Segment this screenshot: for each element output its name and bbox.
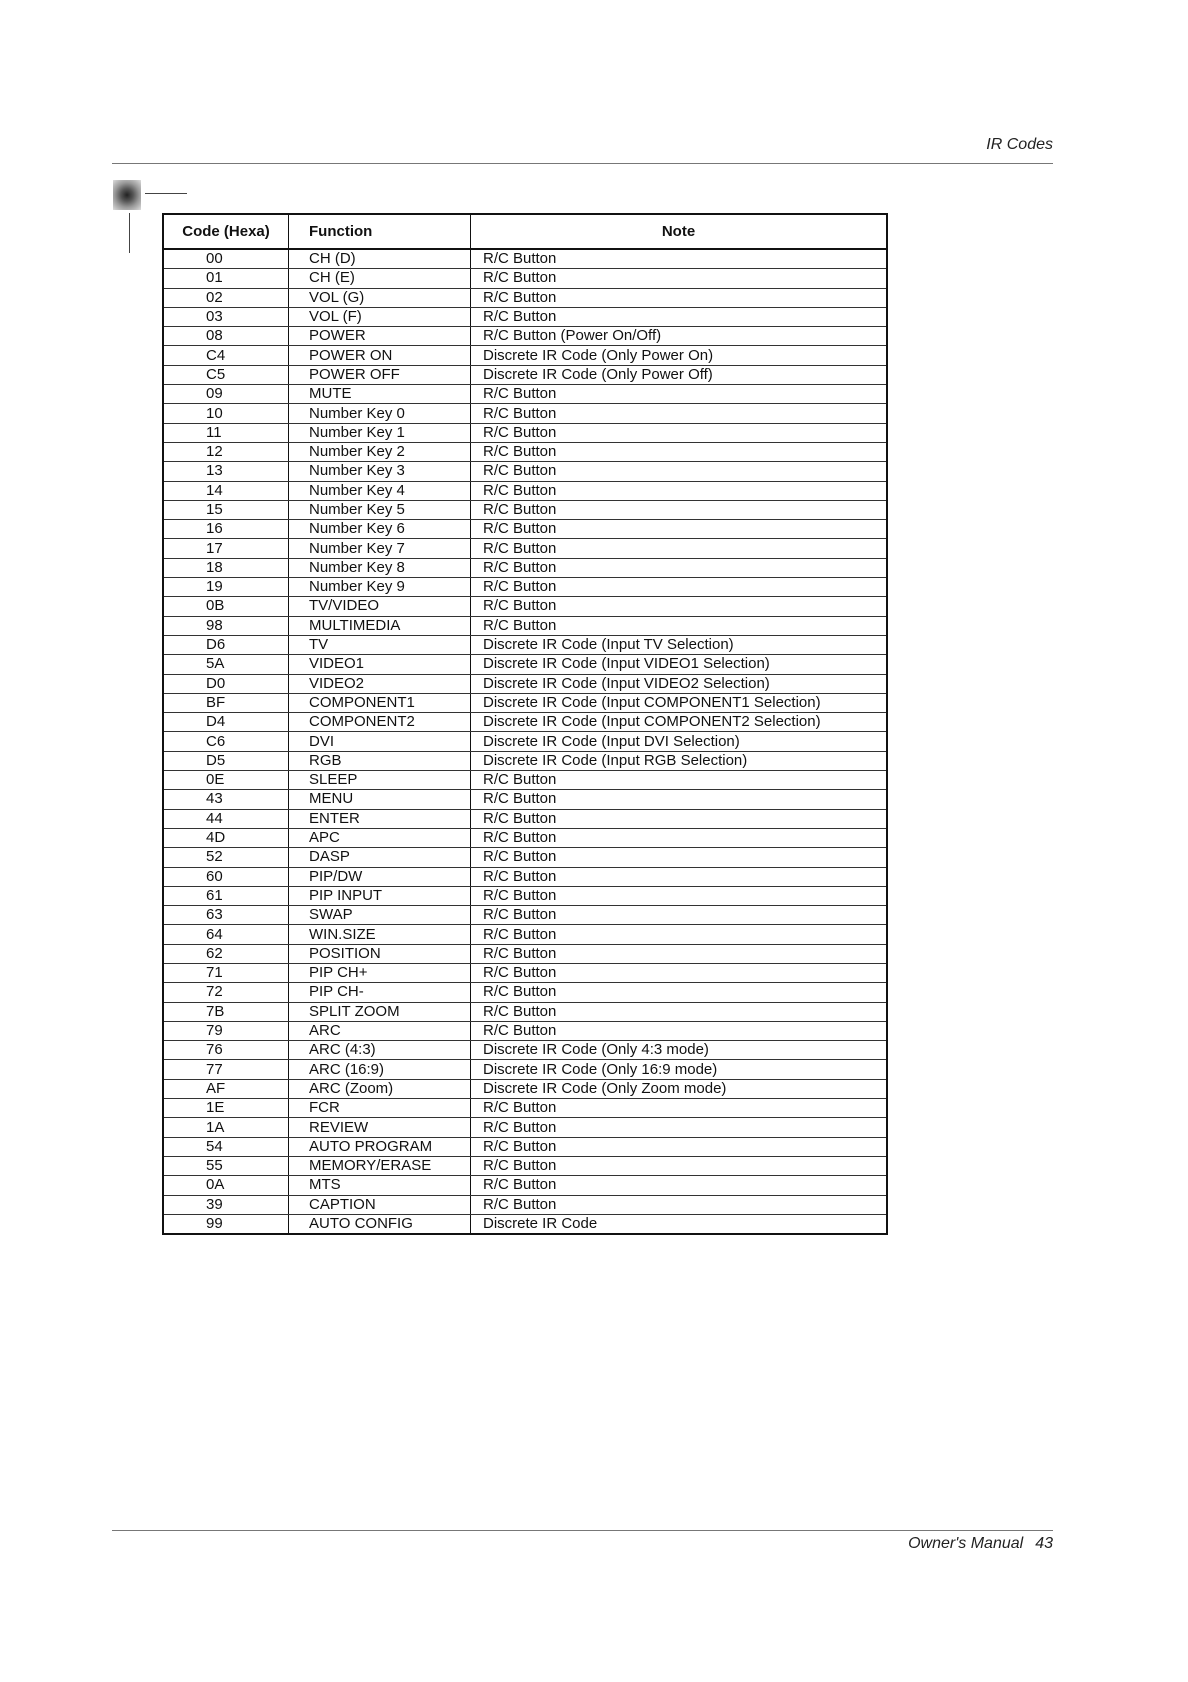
cell-code: D4 xyxy=(163,713,289,732)
cell-code: 52 xyxy=(163,848,289,867)
cell-function: PIP CH+ xyxy=(289,963,471,982)
cell-note: R/C Button xyxy=(471,1099,888,1118)
cell-function: APC xyxy=(289,828,471,847)
cell-function: REVIEW xyxy=(289,1118,471,1137)
table-row xyxy=(163,693,887,712)
table-row xyxy=(163,635,887,654)
cell-note: R/C Button xyxy=(471,790,888,809)
column-header-code: Code (Hexa) xyxy=(163,214,289,249)
table-row xyxy=(163,481,887,500)
cell-note: Discrete IR Code (Only Power On) xyxy=(471,346,888,365)
cell-code: 63 xyxy=(163,906,289,925)
cell-code: D0 xyxy=(163,674,289,693)
cell-function: PIP INPUT xyxy=(289,886,471,905)
cell-function: COMPONENT2 xyxy=(289,713,471,732)
cell-code: 54 xyxy=(163,1137,289,1156)
table-header-row xyxy=(163,214,887,249)
cell-code: 1A xyxy=(163,1118,289,1137)
table-row xyxy=(163,616,887,635)
footer-divider xyxy=(112,1530,1053,1531)
cell-function: VIDEO2 xyxy=(289,674,471,693)
cell-code: AF xyxy=(163,1079,289,1098)
ir-codes-table-container xyxy=(162,213,888,1235)
cell-function: ARC (16:9) xyxy=(289,1060,471,1079)
table-row xyxy=(163,1060,887,1079)
cell-code: 77 xyxy=(163,1060,289,1079)
cell-code: 15 xyxy=(163,500,289,519)
cell-code: 11 xyxy=(163,423,289,442)
cell-function: CH (D) xyxy=(289,249,471,269)
cell-note: R/C Button xyxy=(471,404,888,423)
cell-note: R/C Button xyxy=(471,616,888,635)
table-row xyxy=(163,655,887,674)
table-row xyxy=(163,385,887,404)
cell-note: R/C Button xyxy=(471,828,888,847)
table-row xyxy=(163,732,887,751)
cell-note: R/C Button xyxy=(471,288,888,307)
table-row xyxy=(163,963,887,982)
table-row xyxy=(163,462,887,481)
table-row xyxy=(163,867,887,886)
cell-note: R/C Button xyxy=(471,558,888,577)
cell-code: 7B xyxy=(163,1002,289,1021)
table-row xyxy=(163,597,887,616)
table-row xyxy=(163,539,887,558)
cell-note: R/C Button xyxy=(471,809,888,828)
cell-function: SLEEP xyxy=(289,771,471,790)
cell-function: AUTO CONFIG xyxy=(289,1214,471,1234)
cell-code: 71 xyxy=(163,963,289,982)
table-row xyxy=(163,674,887,693)
cell-function: MULTIMEDIA xyxy=(289,616,471,635)
cell-note: R/C Button xyxy=(471,481,888,500)
cell-function: WIN.SIZE xyxy=(289,925,471,944)
cell-code: 39 xyxy=(163,1195,289,1214)
cell-code: 4D xyxy=(163,828,289,847)
table-row xyxy=(163,500,887,519)
cell-note: Discrete IR Code xyxy=(483,1214,598,1232)
cell-note: R/C Button xyxy=(471,462,888,481)
cell-note: R/C Button xyxy=(471,500,888,519)
cell-function: POSITION xyxy=(289,944,471,963)
footer-page-number: 43 xyxy=(1035,1535,1053,1552)
cell-function: MTS xyxy=(289,1176,471,1195)
cell-code: D5 xyxy=(163,751,289,770)
table-row xyxy=(163,288,887,307)
cell-note: R/C Button xyxy=(471,578,888,597)
table-row xyxy=(163,713,887,732)
column-header-function: Function xyxy=(289,214,471,249)
section-marker-vline xyxy=(129,213,130,253)
cell-code: D6 xyxy=(163,635,289,654)
cell-function: ARC xyxy=(289,1021,471,1040)
table-row xyxy=(163,983,887,1002)
table-row xyxy=(163,906,887,925)
cell-note: R/C Button xyxy=(471,385,888,404)
table-row xyxy=(163,1099,887,1118)
cell-note: R/C Button xyxy=(471,848,888,867)
table-row xyxy=(163,558,887,577)
cell-function: RGB xyxy=(289,751,471,770)
cell-code: C6 xyxy=(163,732,289,751)
cell-code: 17 xyxy=(163,539,289,558)
cell-code: 79 xyxy=(163,1021,289,1040)
table-body xyxy=(163,249,887,1234)
table-row xyxy=(163,442,887,461)
cell-code: 12 xyxy=(163,442,289,461)
cell-function: Number Key 2 xyxy=(289,442,471,461)
cell-function: CAPTION xyxy=(289,1195,471,1214)
cell-function: POWER OFF xyxy=(289,365,471,384)
cell-note: R/C Button xyxy=(471,944,888,963)
table-row xyxy=(163,1156,887,1175)
table-row xyxy=(163,1195,887,1214)
cell-function: Number Key 7 xyxy=(289,539,471,558)
cell-function: MUTE xyxy=(289,385,471,404)
cell-note: R/C Button xyxy=(471,983,888,1002)
cell-function: VIDEO1 xyxy=(289,655,471,674)
cell-note: R/C Button xyxy=(471,1021,888,1040)
cell-note: R/C Button xyxy=(471,906,888,925)
cell-note: R/C Button xyxy=(471,269,888,288)
cell-note: R/C Button xyxy=(471,1195,888,1214)
cell-note: R/C Button xyxy=(471,1118,888,1137)
cell-code: 02 xyxy=(163,288,289,307)
cell-note: R/C Button xyxy=(471,925,888,944)
section-marker-icon xyxy=(113,180,141,210)
cell-code: 10 xyxy=(163,404,289,423)
table-row xyxy=(163,944,887,963)
section-marker-line xyxy=(145,193,187,194)
cell-function: FCR xyxy=(289,1099,471,1118)
cell-code: 43 xyxy=(163,790,289,809)
cell-note: Discrete IR Code (Only 16:9 mode) xyxy=(471,1060,888,1079)
cell-function: Number Key 1 xyxy=(289,423,471,442)
cell-code: 13 xyxy=(163,462,289,481)
cell-code: 1E xyxy=(163,1099,289,1118)
cell-code: 64 xyxy=(163,925,289,944)
cell-function: Number Key 5 xyxy=(289,500,471,519)
cell-note: Discrete IR Code (Only Power Off) xyxy=(471,365,888,384)
cell-note: Discrete IR Code (Input TV Selection) xyxy=(471,635,888,654)
cell-note: R/C Button xyxy=(471,539,888,558)
cell-note: R/C Button xyxy=(471,886,888,905)
cell-code: 01 xyxy=(163,269,289,288)
page-header-title: IR Codes xyxy=(986,136,1053,153)
cell-code: C5 xyxy=(163,365,289,384)
cell-note: Discrete IR Code (Input RGB Selection) xyxy=(471,751,888,770)
column-header-note: Note xyxy=(471,214,888,249)
cell-code: 61 xyxy=(163,886,289,905)
cell-code: 18 xyxy=(163,558,289,577)
cell-note: R/C Button xyxy=(471,1002,888,1021)
cell-note: Discrete IR Code (Only Zoom mode) xyxy=(471,1079,888,1098)
cell-code: 08 xyxy=(163,327,289,346)
header-divider xyxy=(112,163,1053,164)
cell-function: POWER ON xyxy=(289,346,471,365)
cell-note: R/C Button xyxy=(471,1176,888,1195)
footer-manual-label: Owner's Manual xyxy=(908,1535,1024,1552)
table-row xyxy=(163,1021,887,1040)
cell-code: 0B xyxy=(163,597,289,616)
table-row xyxy=(163,771,887,790)
table-row xyxy=(163,1137,887,1156)
cell-note: R/C Button xyxy=(471,597,888,616)
ir-codes-table xyxy=(162,213,888,1235)
cell-note: R/C Button xyxy=(471,249,888,269)
cell-code: C4 xyxy=(163,346,289,365)
cell-function: Number Key 9 xyxy=(289,578,471,597)
cell-note: R/C Button xyxy=(471,963,888,982)
table-row xyxy=(163,365,887,384)
cell-function: AUTO PROGRAM xyxy=(289,1137,471,1156)
table-row xyxy=(163,1118,887,1137)
cell-note: Discrete IR Code (Input COMPONENT2 Selection) xyxy=(471,713,888,732)
page-footer xyxy=(908,1535,1053,1553)
table-row xyxy=(163,1176,887,1195)
cell-note: R/C Button xyxy=(471,1137,888,1156)
cell-function: Number Key 6 xyxy=(289,520,471,539)
cell-function: VOL (G) xyxy=(289,288,471,307)
cell-function: Number Key 0 xyxy=(289,404,471,423)
cell-function: Number Key 3 xyxy=(289,462,471,481)
cell-function: TV xyxy=(289,635,471,654)
cell-note: R/C Button xyxy=(471,520,888,539)
table-row xyxy=(163,886,887,905)
cell-note: Discrete IR Code (Input DVI Selection) xyxy=(471,732,888,751)
cell-code: 0E xyxy=(163,771,289,790)
cell-note: Discrete IR Code (Only 4:3 mode) xyxy=(471,1041,888,1060)
cell-function: VOL (F) xyxy=(289,307,471,326)
cell-code: 09 xyxy=(163,385,289,404)
cell-function: DVI xyxy=(289,732,471,751)
table-row xyxy=(163,404,887,423)
table-row xyxy=(163,925,887,944)
table-row xyxy=(163,346,887,365)
cell-function: TV/VIDEO xyxy=(289,597,471,616)
cell-code: 98 xyxy=(163,616,289,635)
cell-code: 55 xyxy=(163,1156,289,1175)
cell-note: R/C Button xyxy=(471,307,888,326)
cell-note: R/C Button xyxy=(471,771,888,790)
cell-function: MENU xyxy=(289,790,471,809)
table-row xyxy=(163,269,887,288)
cell-note: R/C Button xyxy=(471,867,888,886)
cell-function: CH (E) xyxy=(289,269,471,288)
cell-function: COMPONENT1 xyxy=(289,693,471,712)
cell-note: R/C Button (Power On/Off) xyxy=(471,327,888,346)
table-row xyxy=(163,578,887,597)
cell-function: ENTER xyxy=(289,809,471,828)
cell-code: 44 xyxy=(163,809,289,828)
cell-function: PIP CH- xyxy=(289,983,471,1002)
table-row xyxy=(163,790,887,809)
table-row xyxy=(163,1079,887,1098)
cell-code: 76 xyxy=(163,1041,289,1060)
cell-function: SPLIT ZOOM xyxy=(289,1002,471,1021)
cell-code: 72 xyxy=(163,983,289,1002)
table-row xyxy=(163,1041,887,1060)
cell-code: BF xyxy=(163,693,289,712)
table-row xyxy=(163,520,887,539)
cell-code: 0A xyxy=(163,1176,289,1195)
cell-function: ARC (4:3) xyxy=(289,1041,471,1060)
cell-function: ARC (Zoom) xyxy=(289,1079,471,1098)
table-row xyxy=(163,327,887,346)
cell-code: 99 xyxy=(163,1214,289,1234)
cell-code: 16 xyxy=(163,520,289,539)
table-row xyxy=(163,307,887,326)
cell-code: 62 xyxy=(163,944,289,963)
cell-code: 14 xyxy=(163,481,289,500)
cell-note: R/C Button xyxy=(471,442,888,461)
table-row xyxy=(163,1214,887,1234)
cell-note: R/C Button xyxy=(471,423,888,442)
table-row xyxy=(163,249,887,269)
cell-code: 19 xyxy=(163,578,289,597)
cell-code: 60 xyxy=(163,867,289,886)
cell-note: Discrete IR Code (Input COMPONENT1 Selection) xyxy=(471,693,888,712)
cell-function: MEMORY/ERASE xyxy=(289,1156,471,1175)
table-row xyxy=(163,1002,887,1021)
cell-function: Number Key 8 xyxy=(289,558,471,577)
table-row xyxy=(163,751,887,770)
table-row xyxy=(163,848,887,867)
cell-function: POWER xyxy=(289,327,471,346)
cell-code: 03 xyxy=(163,307,289,326)
cell-function: SWAP xyxy=(289,906,471,925)
cell-note: Discrete IR Code (Input VIDEO2 Selection) xyxy=(471,674,888,693)
table-row xyxy=(163,828,887,847)
cell-code: 5A xyxy=(163,655,289,674)
cell-function: PIP/DW xyxy=(289,867,471,886)
cell-function: Number Key 4 xyxy=(289,481,471,500)
cell-note: Discrete IR Code (Input VIDEO1 Selection) xyxy=(471,655,888,674)
cell-function: DASP xyxy=(289,848,471,867)
table-row xyxy=(163,809,887,828)
table-row xyxy=(163,423,887,442)
cell-code: 00 xyxy=(163,249,289,269)
cell-note: R/C Button xyxy=(471,1156,888,1175)
